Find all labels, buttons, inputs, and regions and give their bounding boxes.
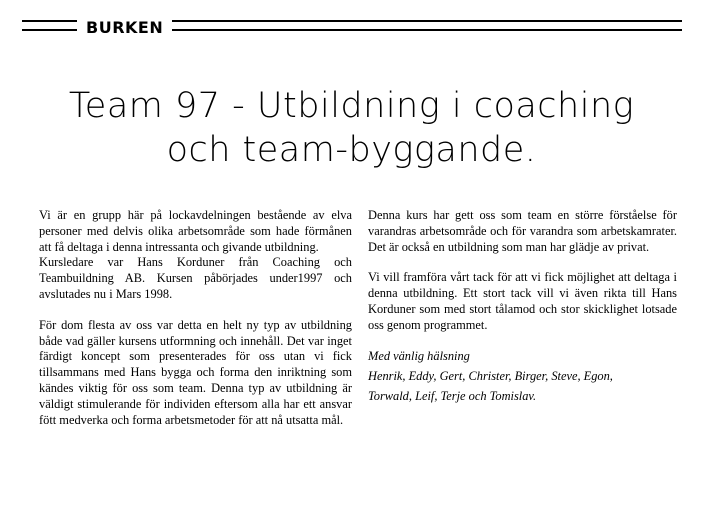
right-paragraph-1: Denna kurs har gett oss som team en större förståelse för varandras arbetsområde och för varandra som arbetskamrater. Det är också en utbildning som man har glädje av privat.: [368, 208, 677, 254]
left-paragraph-2: Kursledare var Hans Korduner från Coaching och Teambuildning AB. Kursen påbörjades under1997 och avslutades nu i Mars 1998.: [39, 255, 352, 301]
left-paragraph-1: Vi är en grupp här på lockavdelningen bestående av elva personer med delvis olika arbetsområde som hade förmånen att få deltaga i denna intressanta och givande utbildning.: [39, 208, 352, 254]
article-title-line1: Team 97 - Utbildning i coaching: [68, 86, 635, 126]
header-rule-right-bottom: [172, 29, 682, 31]
left-paragraph-3: För dom flesta av oss var detta en helt ny typ av utbildning både vad gäller kursens utformning och innehåll. Det var inget färdigt koncept som presenterades för oss utan vi fick tillsammans med Hans bygga och forma den inriktning som kändes viktig för oss som team. Denna typ av utbildning är väldigt stimulerande för individen eftersom alla har ett ansvar fött medverka och forma arbetsmetoder för att nå utsatta mål.: [39, 317, 352, 427]
signatures-line-1: Henrik, Eddy, Gert, Christer, Birger, Steve, Egon,: [368, 369, 613, 384]
header-rule-left-bottom: [22, 29, 77, 31]
left-column: [39, 208, 352, 428]
header-rule-left-top: [22, 20, 77, 22]
section-header: [0, 14, 703, 44]
header-rule-right-top: [172, 20, 682, 22]
section-label: BURKEN: [86, 18, 164, 37]
article-title: [0, 84, 703, 172]
article-title-line2: och team-byggande.: [166, 130, 537, 170]
signatures-line-2: Torwald, Leif, Terje och Tomislav.: [368, 389, 537, 404]
right-paragraph-2: Vi vill framföra vårt tack för att vi fick möjlighet att deltaga i denna utbildning. Ett stort tack vill vi även rikta till Hans Korduner som med stort tålamod och stor skicklighet lotsade oss genom programmet.: [368, 270, 677, 332]
right-column: [368, 208, 677, 405]
greeting: Med vänlig hälsning: [368, 348, 470, 363]
